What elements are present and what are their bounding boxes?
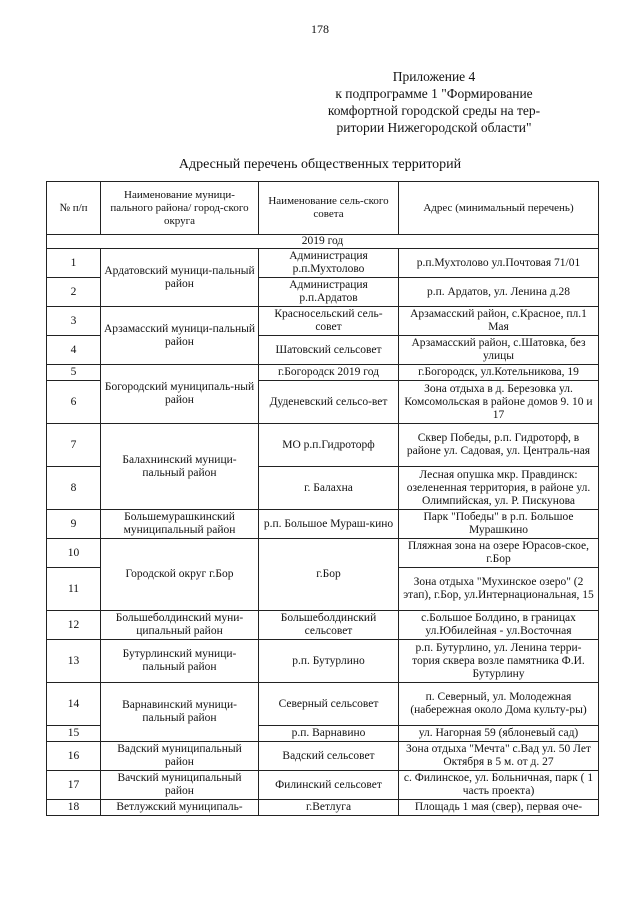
row-num: 13 bbox=[47, 640, 101, 683]
address-cell: п. Северный, ул. Молодежная (набережная около Дома культу-ры) bbox=[399, 683, 599, 726]
row-num: 2 bbox=[47, 278, 101, 307]
row-num: 10 bbox=[47, 539, 101, 568]
district-cell: Богородский муниципаль-ный район bbox=[101, 365, 259, 424]
table-row bbox=[47, 742, 599, 771]
council-cell: Вадский сельсовет bbox=[259, 742, 399, 771]
table-row bbox=[47, 307, 599, 336]
district-cell: Арзамасский муници-пальный район bbox=[101, 307, 259, 365]
row-num: 15 bbox=[47, 726, 101, 742]
address-cell: с.Большое Болдино, в границах ул.Юбилейная - ул.Восточная bbox=[399, 611, 599, 640]
district-cell: Бутурлинский муници-пальный район bbox=[101, 640, 259, 683]
council-cell: р.п. Большое Мураш-кино bbox=[259, 510, 399, 539]
row-num: 18 bbox=[47, 800, 101, 816]
council-cell: Северный сельсовет bbox=[259, 683, 399, 726]
district-cell: Вадский муниципальный район bbox=[101, 742, 259, 771]
appendix-line: Приложение 4 bbox=[392, 69, 476, 84]
council-cell: Красносельский сель-совет bbox=[259, 307, 399, 336]
header-district: Наименование муници-пального района/ город-ского округа bbox=[101, 182, 259, 235]
district-cell: Вачский муниципальный район bbox=[101, 771, 259, 800]
address-cell: Зона отдыха "Мечта" с.Вад ул. 50 Лет Октября в 5 м. от д. 27 bbox=[399, 742, 599, 771]
address-cell: Площадь 1 мая (свер), первая оче- bbox=[399, 800, 599, 816]
row-num: 3 bbox=[47, 307, 101, 336]
year-cell: 2019 год bbox=[47, 235, 599, 249]
address-cell: с. Филинское, ул. Больничная, парк ( 1 часть проекта) bbox=[399, 771, 599, 800]
table-row bbox=[47, 539, 599, 568]
appendix-line: ритории Нижегородской области" bbox=[336, 120, 532, 135]
address-cell: Арзамасский район, с.Шатовка, без улицы bbox=[399, 336, 599, 365]
address-cell: г.Богородск, ул.Котельникова, 19 bbox=[399, 365, 599, 381]
council-cell: Администрация р.п.Мухтолово bbox=[259, 249, 399, 278]
district-cell: Ветлужский муниципаль- bbox=[101, 800, 259, 816]
row-num: 7 bbox=[47, 424, 101, 467]
council-cell: р.п. Варнавино bbox=[259, 726, 399, 742]
row-num: 17 bbox=[47, 771, 101, 800]
address-cell: Лесная опушка мкр. Правдинск: озелененная территория, в районе ул. Олимпийская, ул. Р. Пискунова bbox=[399, 467, 599, 510]
row-num: 16 bbox=[47, 742, 101, 771]
row-num: 11 bbox=[47, 568, 101, 611]
address-cell: р.п. Бутурлино, ул. Ленина терри-тория сквера возле памятника Ф.И. Бутурлину bbox=[399, 640, 599, 683]
district-cell: Балахнинский муници-пальный район bbox=[101, 424, 259, 510]
district-cell: Большемурашкинский муниципальный район bbox=[101, 510, 259, 539]
council-cell: г.Богородск 2019 год bbox=[259, 365, 399, 381]
address-cell: Зона отдыха в д. Березовка ул. Комсомольская в районе домов 9. 10 и 17 bbox=[399, 381, 599, 424]
table-header-row bbox=[47, 182, 599, 235]
district-cell: Большеболдинский муни-ципальный район bbox=[101, 611, 259, 640]
council-cell: Администрация р.п.Ардатов bbox=[259, 278, 399, 307]
district-cell: Ардатовский муници-пальный район bbox=[101, 249, 259, 307]
table-row bbox=[47, 249, 599, 278]
council-cell: г.Бор bbox=[259, 539, 399, 611]
year-row bbox=[47, 235, 599, 249]
district-cell: Городской округ г.Бор bbox=[101, 539, 259, 611]
appendix-line: к подпрограмме 1 "Формирование bbox=[335, 86, 533, 101]
page-number: 178 bbox=[311, 22, 329, 36]
territories-table bbox=[46, 181, 599, 816]
table-row bbox=[47, 424, 599, 467]
address-cell: р.п.Мухтолово ул.Почтовая 71/01 bbox=[399, 249, 599, 278]
table-row bbox=[47, 683, 599, 726]
row-num: 14 bbox=[47, 683, 101, 726]
council-cell: МО р.п.Гидроторф bbox=[259, 424, 399, 467]
table-row bbox=[47, 771, 599, 800]
table-row bbox=[47, 510, 599, 539]
table-row bbox=[47, 611, 599, 640]
address-cell: ул. Нагорная 59 (яблоневый сад) bbox=[399, 726, 599, 742]
table-row bbox=[47, 365, 599, 381]
row-num: 1 bbox=[47, 249, 101, 278]
row-num: 5 bbox=[47, 365, 101, 381]
appendix-heading bbox=[322, 68, 546, 136]
district-cell: Варнавинский муници-пальный район bbox=[101, 683, 259, 742]
council-cell: Дуденевский сельсо-вет bbox=[259, 381, 399, 424]
table-row bbox=[47, 800, 599, 816]
document-title: Адресный перечень общественных территорий bbox=[178, 157, 462, 172]
row-num: 4 bbox=[47, 336, 101, 365]
header-address: Адрес (минимальный перечень) bbox=[399, 182, 599, 235]
table-row bbox=[47, 640, 599, 683]
appendix-line: комфортной городской среды на тер- bbox=[327, 103, 541, 118]
row-num: 6 bbox=[47, 381, 101, 424]
row-num: 9 bbox=[47, 510, 101, 539]
address-cell: Арзамасский район, с.Красное, пл.1 Мая bbox=[399, 307, 599, 336]
header-num: № п/п bbox=[47, 182, 101, 235]
address-cell: Зона отдыха "Мухинское озеро" (2 этап), г.Бор, ул.Интернациональная, 15 bbox=[399, 568, 599, 611]
address-cell: Сквер Победы, р.п. Гидроторф, в районе ул. Садовая, ул. Централь-ная bbox=[399, 424, 599, 467]
address-cell: р.п. Ардатов, ул. Ленина д.28 bbox=[399, 278, 599, 307]
council-cell: Шатовский сельсовет bbox=[259, 336, 399, 365]
council-cell: г. Балахна bbox=[259, 467, 399, 510]
row-num: 8 bbox=[47, 467, 101, 510]
row-num: 12 bbox=[47, 611, 101, 640]
address-cell: Парк "Победы" в р.п. Большое Мурашкино bbox=[399, 510, 599, 539]
council-cell: Филинский сельсовет bbox=[259, 771, 399, 800]
council-cell: Большеболдинский сельсовет bbox=[259, 611, 399, 640]
address-cell: Пляжная зона на озере Юрасов-ское, г.Бор bbox=[399, 539, 599, 568]
council-cell: р.п. Бутурлино bbox=[259, 640, 399, 683]
council-cell: г.Ветлуга bbox=[259, 800, 399, 816]
header-council: Наименование сель-ского совета bbox=[259, 182, 399, 235]
